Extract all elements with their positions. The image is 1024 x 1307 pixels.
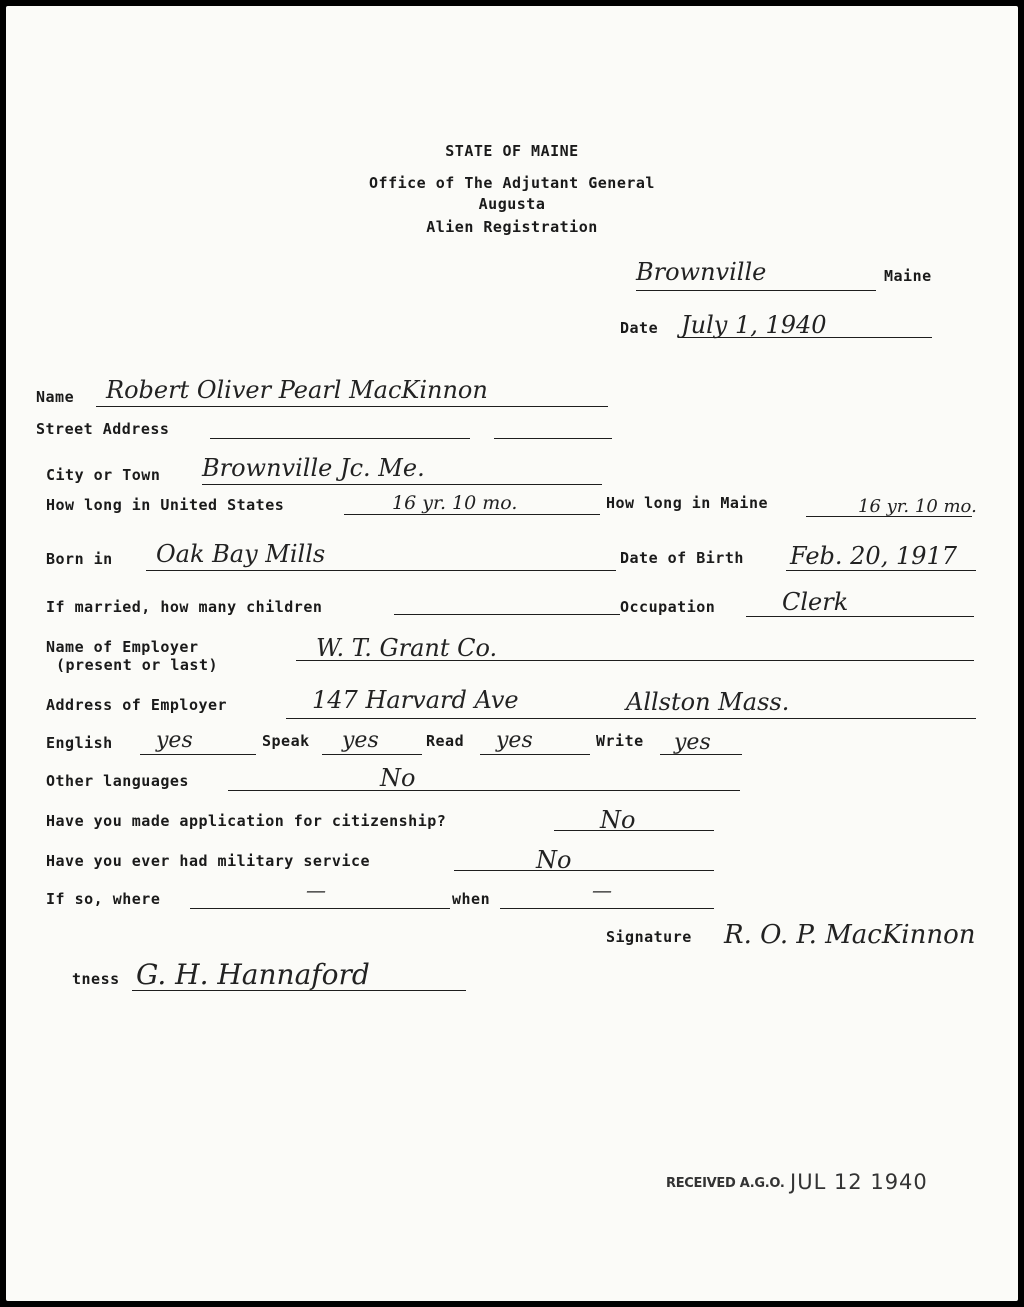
military-label: Have you ever had military service [46, 852, 371, 870]
registration-form [6, 6, 1018, 1301]
dob-label: Date of Birth [620, 549, 744, 567]
how-long-us-value: 16 yr. 10 mo. [392, 492, 518, 514]
employer-address-value: 147 Harvard Ave [312, 686, 519, 714]
occupation-value: Clerk [782, 588, 849, 616]
city-heading: Augusta [478, 195, 546, 213]
read-value: yes [496, 728, 533, 753]
english-value: yes [156, 728, 193, 753]
form-title: Alien Registration [426, 218, 598, 236]
occupation-label: Occupation [620, 598, 716, 616]
speak-label: Speak [262, 732, 310, 750]
where-label: If so, where [46, 890, 161, 908]
when-value: — [592, 878, 612, 902]
write-value: yes [674, 730, 711, 755]
signature-value: R. O. P. MacKinnon [724, 920, 976, 950]
when-label: when [452, 890, 491, 908]
employer-address-value2: Allston Mass. [626, 688, 790, 716]
how-long-maine-value: 16 yr. 10 mo. [858, 496, 977, 517]
town-value: Brownville [636, 258, 767, 286]
where-value: — [306, 878, 326, 902]
read-label: Read [426, 732, 465, 750]
state-heading: STATE OF MAINE [445, 142, 579, 160]
office-heading: Office of The Adjutant General [369, 174, 655, 192]
street-label: Street Address [36, 420, 170, 438]
how-long-us-label: How long in United States [46, 496, 285, 514]
employer-address-label: Address of Employer [46, 696, 228, 714]
city-value: Brownville Jc. Me. [202, 454, 425, 482]
name-value: Robert Oliver Pearl MacKinnon [106, 376, 488, 404]
write-label: Write [596, 732, 644, 750]
citizenship-label: Have you made application for citizenship? [46, 812, 447, 830]
speak-value: yes [342, 728, 379, 753]
state-label: Maine [884, 267, 932, 285]
name-label: Name [36, 388, 75, 406]
received-date: JUL 12 1940 [790, 1170, 928, 1194]
received-stamp: RECEIVED A.G.O. [666, 1176, 785, 1191]
employer-sublabel: (present or last) [56, 656, 219, 674]
other-languages-value: No [380, 764, 416, 792]
employer-value: W. T. Grant Co. [316, 634, 498, 662]
date-label: Date [620, 319, 659, 337]
signature-label: Signature [606, 928, 692, 946]
born-label: Born in [46, 550, 113, 568]
children-label: If married, how many children [46, 598, 323, 616]
dob-value: Feb. 20, 1917 [790, 542, 958, 570]
date-value: July 1, 1940 [681, 311, 827, 339]
other-languages-label: Other languages [46, 772, 189, 790]
citizenship-value: No [600, 806, 636, 834]
military-value: No [536, 846, 572, 874]
witness-label: tness [72, 970, 120, 988]
born-value: Oak Bay Mills [156, 540, 326, 568]
english-label: English [46, 734, 113, 752]
how-long-maine-label: How long in Maine [606, 494, 769, 512]
witness-value: G. H. Hannaford [136, 958, 370, 991]
city-label: City or Town [46, 466, 161, 484]
employer-label: Name of Employer [46, 638, 199, 656]
